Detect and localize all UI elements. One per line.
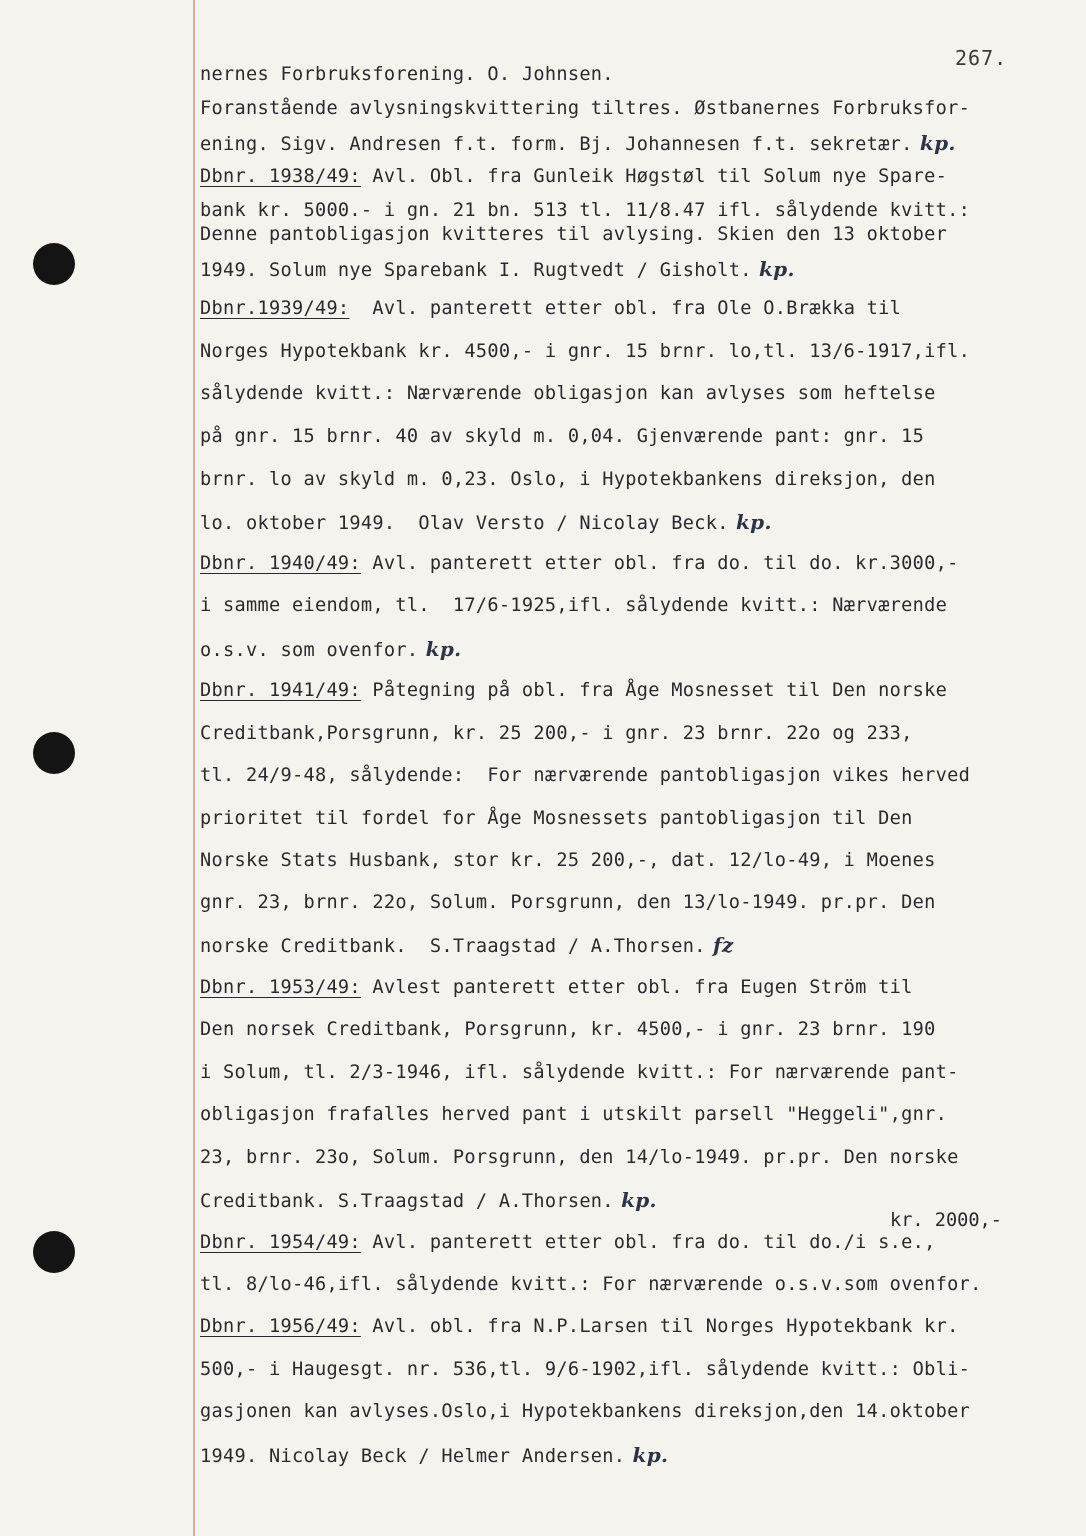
line-text: 1949. Solum nye Sparebank I. Rugtvedt / Gisholt. xyxy=(200,260,752,281)
line-text: norske Creditbank. S.Traagstad / A.Thorsen. xyxy=(200,936,706,957)
text-line xyxy=(200,132,956,156)
line-text: prioritet til fordel for Åge Mosnessets pantobligasjon til Den xyxy=(200,808,913,829)
text-line xyxy=(200,64,614,86)
text-line xyxy=(200,341,970,363)
line-text: brnr. lo av skyld m. 0,23. Oslo, i Hypotekbankens direksjon, den xyxy=(200,469,936,490)
line-text: obligasjon frafalles herved pant i utskilt parsell "Heggeli",gnr. xyxy=(200,1104,948,1125)
line-text: Norges Hypotekbank kr. 4500,- i gnr. 15 brnr. lo,tl. 13/6-1917,ifl. xyxy=(200,341,971,362)
line-text: Avl. obl. fra N.P.Larsen til Norges Hypotekbank kr. xyxy=(360,1316,959,1337)
text-line xyxy=(200,200,970,222)
entry-number: Dbnr. 1956/49: xyxy=(200,1316,361,1337)
margin-rule xyxy=(193,0,195,1536)
line-text: Påtegning på obl. fra Åge Mosnesset til Den norske xyxy=(360,680,948,701)
text-line xyxy=(200,934,734,958)
handwritten-initials: kp. xyxy=(912,131,956,155)
entry-number: Dbnr. 1954/49: xyxy=(200,1232,361,1253)
line-text: tl. 24/9-48, sålydende: For nærværende pantobligasjon vikes herved xyxy=(200,765,971,786)
text-line xyxy=(200,224,947,246)
line-text: Creditbank. S.Traagstad / A.Thorsen. xyxy=(200,1191,614,1212)
text-line xyxy=(200,426,924,448)
line-text: sålydende kvitt.: Nærværende obligasjon kan avlyses som heftelse xyxy=(200,383,936,404)
line-text: Den norsek Creditbank, Porsgrunn, kr. 4500,- i gnr. 23 brnr. 190 xyxy=(200,1019,936,1040)
text-line xyxy=(200,469,936,491)
line-text: gnr. 23, brnr. 22o, Solum. Porsgrunn, den 13/lo-1949. pr.pr. Den xyxy=(200,892,936,913)
text-line xyxy=(200,1147,959,1169)
line-text: o.s.v. som ovenfor. xyxy=(200,640,419,661)
line-text: Avlest panterett etter obl. fra Eugen Ström til xyxy=(360,977,913,998)
text-line xyxy=(200,680,947,702)
entry-number: Dbnr. 1941/49: xyxy=(200,680,361,701)
text-line xyxy=(200,511,772,535)
line-text: gasjonen kan avlyses.Oslo,i Hypotekbankens direksjon,den 14.oktober xyxy=(200,1401,971,1422)
line-text: Foranstående avlysningskvittering tiltres. Østbanernes Forbruksfor- xyxy=(200,98,971,119)
text-line xyxy=(200,1062,959,1084)
line-text: Denne pantobligasjon kvitteres til avlysing. Skien den 13 oktober xyxy=(200,224,948,245)
entry-number: Dbnr.1939/49: xyxy=(200,298,350,319)
text-line xyxy=(200,383,936,405)
line-text: Norske Stats Husbank, stor kr. 25 200,-, dat. 12/lo-49, i Moenes xyxy=(200,850,936,871)
text-line xyxy=(200,723,913,745)
handwritten-initials: kp. xyxy=(751,257,795,281)
text-line xyxy=(200,298,901,320)
line-text: tl. 8/lo-46,ifl. sålydende kvitt.: For nærværende o.s.v.som ovenfor. xyxy=(200,1274,982,1295)
text-line xyxy=(200,595,947,617)
punch-hole-middle xyxy=(33,732,75,774)
text-line xyxy=(200,1274,982,1296)
line-text: bank kr. 5000.- i gn. 21 bn. 513 tl. 11/8.47 ifl. sålydende kvitt.: xyxy=(200,200,971,221)
handwritten-initials: fz xyxy=(705,933,734,957)
entry-number: Dbnr. 1938/49: xyxy=(200,166,361,187)
text-line xyxy=(200,892,936,914)
line-text: i samme eiendom, tl. 17/6-1925,ifl. sålydende kvitt.: Nærværende xyxy=(200,595,948,616)
text-line xyxy=(200,1019,936,1041)
line-text: Avl. Obl. fra Gunleik Høgstøl til Solum nye Spare- xyxy=(360,166,948,187)
line-text: Avl. panterett etter obl. fra do. til do./i s.e., xyxy=(360,1232,936,1253)
line-text: 23, brnr. 23o, Solum. Porsgrunn, den 14/lo-1949. pr.pr. Den norske xyxy=(200,1147,959,1168)
text-line xyxy=(200,1401,970,1423)
handwritten-initials: kp. xyxy=(728,510,772,534)
line-text: ening. Sigv. Andresen f.t. form. Bj. Johannesen f.t. sekretær. xyxy=(200,134,913,155)
line-text: Avl. panterett etter obl. fra Ole O.Brækka til xyxy=(349,298,902,319)
entry-number: Dbnr. 1940/49: xyxy=(200,553,361,574)
line-text: Creditbank,Porsgrunn, kr. 25 200,- i gnr. 23 brnr. 22o og 233, xyxy=(200,723,913,744)
punch-hole-top xyxy=(33,243,75,285)
handwritten-initials: kp. xyxy=(625,1443,669,1467)
line-text: 500,- i Haugesgt. nr. 536,tl. 9/6-1902,ifl. sålydende kvitt.: Obli- xyxy=(200,1359,971,1380)
line-text: lo. oktober 1949. Olav Versto / Nicolay Beck. xyxy=(200,513,729,534)
text-line xyxy=(200,977,913,999)
line-text: Avl. panterett etter obl. fra do. til do. kr.3000,- xyxy=(360,553,959,574)
line-text: nernes Forbruksforening. O. Johnsen. xyxy=(200,64,614,85)
text-line xyxy=(200,1104,947,1126)
text-line xyxy=(200,638,461,662)
line-text: på gnr. 15 brnr. 40 av skyld m. 0,04. Gjenværende pant: gnr. 15 xyxy=(200,426,925,447)
text-line xyxy=(200,808,913,830)
text-line xyxy=(200,98,970,120)
page-number: 267. xyxy=(955,46,1008,70)
punch-hole-bottom xyxy=(33,1231,75,1273)
text-line xyxy=(200,553,959,575)
text-line xyxy=(200,258,795,282)
line-text: 1949. Nicolay Beck / Helmer Andersen. xyxy=(200,1446,626,1467)
text-line xyxy=(200,850,936,872)
text-line xyxy=(200,1359,970,1381)
line-text: i Solum, tl. 2/3-1946, ifl. sålydende kvitt.: For nærværende pant- xyxy=(200,1062,959,1083)
text-line xyxy=(200,166,947,188)
text-line xyxy=(200,765,970,787)
entry-number: Dbnr. 1953/49: xyxy=(200,977,361,998)
text-line xyxy=(200,1444,668,1468)
handwritten-initials: kp. xyxy=(418,637,462,661)
text-line xyxy=(200,1232,936,1254)
margin-note: kr. 2000,- xyxy=(890,1210,1002,1231)
handwritten-initials: kp. xyxy=(613,1188,657,1212)
text-line xyxy=(200,1316,959,1338)
text-line xyxy=(200,1189,657,1213)
